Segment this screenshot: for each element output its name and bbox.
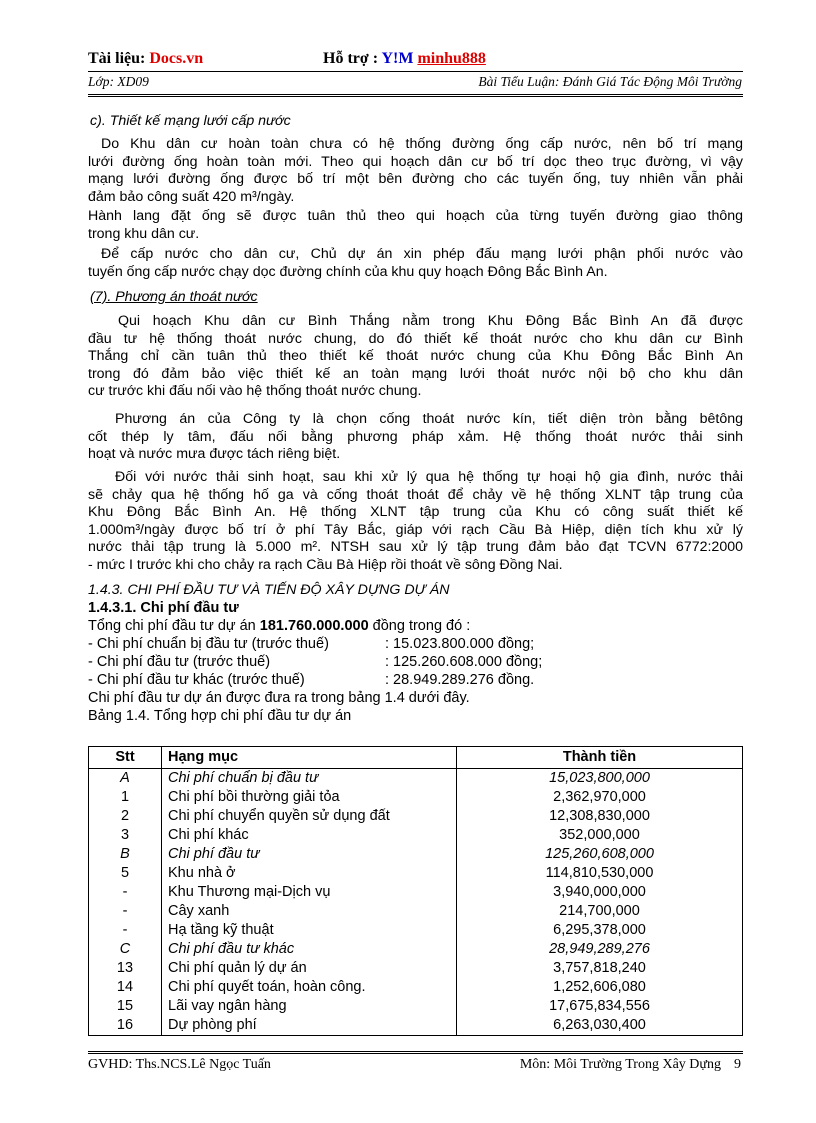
support-ym: Y!M [381, 50, 418, 67]
header-item: Hạng mục [162, 747, 457, 769]
cell-item: Chi phí bồi thường giải tỏa [162, 788, 457, 807]
table-row [89, 864, 743, 883]
text-line: Đối với nước thải sinh hoạt, sau khi xử lý qua hệ thống tự hoại hộ gia đình, nước thải [115, 469, 743, 485]
table-row [89, 997, 743, 1016]
section-c-paragraph-1 [88, 136, 743, 206]
cell-stt: 3 [89, 826, 162, 845]
table-row [89, 921, 743, 940]
cost-item-value: : 125.260.608.000 đồng; [385, 654, 543, 670]
header-amount: Thành tiền [457, 747, 743, 769]
cell-amount: 114,810,530,000 [457, 864, 743, 883]
cell-amount: 12,308,830,000 [457, 807, 743, 826]
cell-item: Hạ tầng kỹ thuật [162, 921, 457, 940]
text-line: trong đó đảm bảo việc thiết kế an toàn mạng lưới thoát nước nội bộ cho khu dân [88, 365, 743, 382]
table-row [89, 902, 743, 921]
text-line: tuyến ống cấp nước chạy dọc đường chính của khu quy hoạch Đông Bắc Bình An. [88, 263, 608, 280]
text-line: Thắng chỉ cần tuân thủ theo thiết kế thoát nước chung của Khu Đông Bắc Bình An [88, 348, 743, 365]
footer-course: Môn: Môi Trường Trong Xây Dựng [519, 1057, 721, 1072]
cost-item-label: - Chi phí đầu tư khác (trước thuế) [88, 672, 305, 688]
cell-amount: 6,295,378,000 [457, 921, 743, 940]
text-line: Do Khu dân cư hoàn toàn chưa có hệ thống đường ống cấp nước, nên bố trí mạng [101, 136, 743, 152]
text-line: Phương án của Công ty là chọn cống thoát nước kín, tiết diện tròn bằng bêtông [115, 411, 743, 427]
cell-stt: 16 [89, 1016, 162, 1036]
section-c-paragraph-2 [88, 208, 743, 243]
total-suffix: đồng trong đó : [368, 618, 471, 634]
cell-stt: 5 [89, 864, 162, 883]
support-info [323, 50, 486, 68]
header-stt: Stt [89, 747, 162, 769]
doc-title: Bài Tiểu Luận: Đánh Giá Tác Động Môi Trường [478, 74, 742, 89]
table-row [89, 826, 743, 845]
table-row [89, 940, 743, 959]
cell-amount: 352,000,000 [457, 826, 743, 845]
footer-rule-double [88, 1051, 743, 1054]
text-line: 1.000m³/ngày được bố trí ở phí Tây Bắc, giáp với rạch Cầu Bà Hiệp, diện tích khu xử lý [88, 521, 743, 538]
total-prefix: Tổng chi phí đầu tư dự án [88, 618, 260, 634]
cell-stt: 14 [89, 978, 162, 997]
text-line: sẽ chảy qua hệ thống hố ga và cống thoát thoát để chảy về hệ thống XLNT tập trung của [88, 486, 743, 503]
doc-label: Tài liệu: [88, 50, 150, 67]
table-header-row [89, 747, 743, 769]
footer-advisor: GVHD: Ths.NCS.Lê Ngọc Tuấn [88, 1057, 271, 1072]
section-7-paragraph-2 [88, 411, 743, 464]
cell-item: Khu Thương mại-Dịch vụ [162, 883, 457, 902]
cell-stt: - [89, 921, 162, 940]
cell-amount: 28,949,289,276 [457, 940, 743, 959]
cell-amount: 3,940,000,000 [457, 883, 743, 902]
text-line: lưới đường ống hoàn toàn mới. Theo qui hoạch dân cư bố trí dọc theo trục đường, vì vậy [88, 153, 743, 170]
text-line: đảm bảo công suất 420 m³/ngày. [88, 188, 295, 205]
table-row [89, 769, 743, 789]
cell-item: Chi phí khác [162, 826, 457, 845]
cost-item-label: - Chi phí đầu tư (trước thuế) [88, 654, 271, 670]
text-line: nước thải tập trung là 5.000 m². NTSH sau xử lý tập trung đảm bảo đạt TCVN 6772:2000 [88, 539, 743, 556]
section-7-paragraph-3 [88, 469, 743, 575]
class-label: Lớp: XD09 [88, 74, 149, 89]
cost-item-value: : 15.023.800.000 đồng; [385, 636, 535, 652]
cell-amount: 214,700,000 [457, 902, 743, 921]
section-c-heading: c). Thiết kế mạng lưới cấp nước [90, 113, 291, 129]
cell-stt: B [89, 845, 162, 864]
cell-item: Chi phí đầu tư khác [162, 940, 457, 959]
support-nick[interactable]: minhu888 [417, 50, 486, 67]
cell-amount: 2,362,970,000 [457, 788, 743, 807]
text-line: Hành lang đặt ống sẽ được tuân thủ theo qui hoạch của từng tuyến đường giao thông [88, 208, 743, 224]
cost-item-label: - Chi phí chuẩn bị đầu tư (trước thuế) [88, 636, 329, 652]
cell-stt: A [89, 769, 162, 789]
header-rule-top [88, 71, 743, 72]
cell-amount: 6,263,030,400 [457, 1016, 743, 1036]
text-line: cư trước khi đấu nối vào hệ thống thoát nước chung. [88, 383, 422, 400]
table-row [89, 959, 743, 978]
cell-item: Chi phí đầu tư [162, 845, 457, 864]
text-line: Để cấp nước cho dân cư, Chủ dự án xin phép đấu mạng lưới phận phối nước vào [101, 246, 743, 262]
text-line: cốt thép ly tâm, đấu nối bằng phương pháp xảm. Hệ thống thoát nước thải sinh [88, 428, 743, 445]
cell-amount: 15,023,800,000 [457, 769, 743, 789]
table-row [89, 1016, 743, 1036]
text-line: hoạt và nước mưa được tách riêng biệt. [88, 446, 341, 463]
table-row [89, 845, 743, 864]
cell-item: Dự phòng phí [162, 1016, 457, 1036]
section-1431-heading: 1.4.3.1. Chi phí đầu tư [88, 600, 239, 616]
text-line: trong khu dân cư. [88, 225, 200, 242]
doc-site-link[interactable]: Docs.vn [149, 50, 204, 67]
cell-stt: 1 [89, 788, 162, 807]
cell-item: Chi phí chuyển quyền sử dụng đất [162, 807, 457, 826]
text-line: mạng lưới đường ống được bố trí một bên đường cho các tuyến ống, tuy nhiên vẫn phải [88, 171, 743, 188]
cell-amount: 125,260,608,000 [457, 845, 743, 864]
cell-item: Chi phí chuẩn bị đầu tư [162, 769, 457, 789]
cell-stt: 13 [89, 959, 162, 978]
text-line: - mức I trước khi cho chảy ra rạch Cầu Bà Hiệp rồi thoát về sông Đồng Nai. [88, 556, 563, 573]
section-7-paragraph-1 [88, 313, 743, 401]
table-row [89, 883, 743, 902]
cell-stt: C [89, 940, 162, 959]
section-143-heading: 1.4.3. CHI PHÍ ĐẦU TƯ VÀ TIẾN ĐỘ XÂY DỰNG DỰ ÁN [88, 582, 450, 598]
cell-amount: 17,675,834,556 [457, 997, 743, 1016]
cell-amount: 3,757,818,240 [457, 959, 743, 978]
cost-item [88, 654, 542, 670]
table-caption: Bảng 1.4. Tổng hợp chi phí đầu tư dự án [88, 708, 352, 724]
doc-source [88, 50, 203, 68]
footer-page-number: 9 [734, 1057, 741, 1072]
cost-table [88, 746, 743, 1036]
support-label: Hỗ trợ : [323, 50, 382, 67]
text-line: Khu Đông Bắc Bình An. Hệ thống XLNT tập trung của Khu có công suất thiết kế [88, 504, 743, 521]
cell-item: Cây xanh [162, 902, 457, 921]
cell-amount: 1,252,606,080 [457, 978, 743, 997]
cell-stt: - [89, 883, 162, 902]
total-value: 181.760.000.000 [259, 618, 369, 634]
table-row [89, 978, 743, 997]
section-7-heading: (7). Phương án thoát nước [90, 289, 258, 305]
header-rule-double [88, 94, 743, 97]
text-line: đầu tư hệ thống thoát nước chung, do đó thiết kế thoát nước cho khu dân cư Bình [88, 330, 743, 347]
table-row [89, 807, 743, 826]
total-cost-line [88, 618, 470, 634]
cell-stt: 15 [89, 997, 162, 1016]
cell-item: Chi phí quản lý dự án [162, 959, 457, 978]
cell-item: Chi phí quyết toán, hoàn công. [162, 978, 457, 997]
cell-item: Khu nhà ở [162, 864, 457, 883]
text-line: Qui hoạch Khu dân cư Bình Thắng nằm trong Khu Đông Bắc Bình An đã được [118, 313, 743, 329]
cost-item [88, 672, 534, 688]
cell-stt: - [89, 902, 162, 921]
cell-stt: 2 [89, 807, 162, 826]
cell-item: Lãi vay ngân hàng [162, 997, 457, 1016]
table-row [89, 788, 743, 807]
section-c-paragraph-3 [88, 246, 743, 281]
table-note: Chi phí đầu tư dự án được đưa ra trong bảng 1.4 dưới đây. [88, 690, 470, 706]
cost-item-value: : 28.949.289.276 đồng. [385, 672, 535, 688]
cost-item [88, 636, 534, 652]
